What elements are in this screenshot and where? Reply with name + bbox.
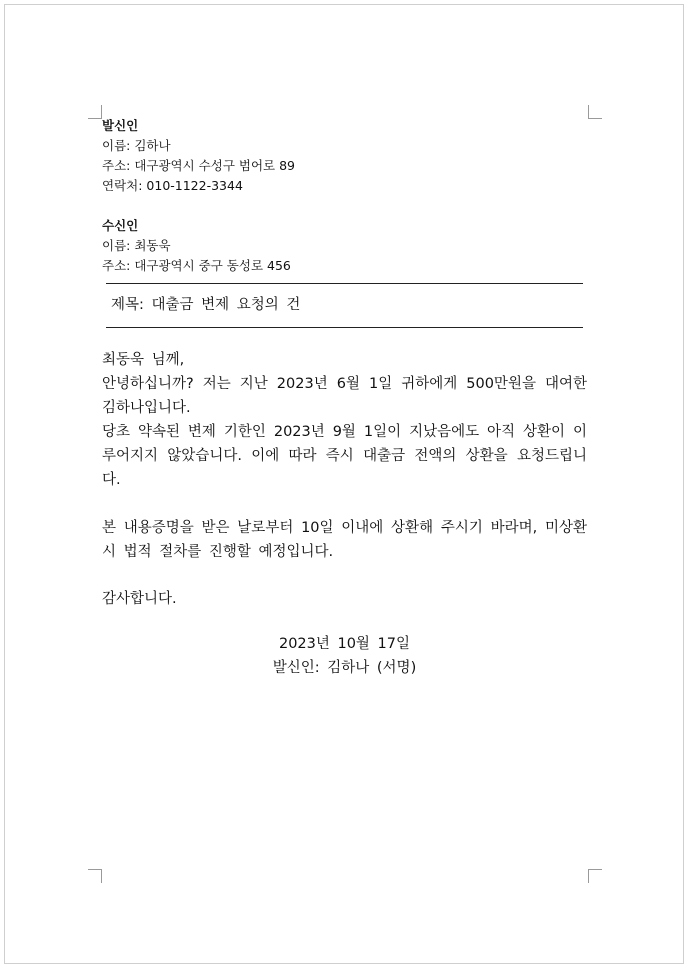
margin-corner-bottom-left bbox=[88, 869, 102, 883]
greeting-paragraph: 최동욱 님께, bbox=[102, 352, 185, 368]
recipient-name: 이름: 최동욱 bbox=[102, 238, 171, 253]
sender-block bbox=[102, 116, 295, 196]
letter-body-warning bbox=[102, 516, 587, 564]
subject-line: 제목: 대출금 변제 요청의 건 bbox=[111, 297, 301, 313]
margin-corner-top-left bbox=[88, 105, 102, 119]
letter-closing bbox=[102, 587, 587, 611]
sender-address: 주소: 대구광역시 수성구 범어로 89 bbox=[102, 158, 295, 173]
recipient-heading: 수신인 bbox=[102, 218, 139, 233]
signature-line: 발신인: 김하나 (서명) bbox=[272, 660, 417, 676]
margin-corner-bottom-right bbox=[588, 869, 602, 883]
margin-corner-top-right bbox=[588, 105, 602, 119]
recipient-block bbox=[102, 216, 291, 276]
sender-heading: 발신인 bbox=[102, 118, 139, 133]
sender-name: 이름: 김하나 bbox=[102, 138, 171, 153]
warning-paragraph: 본 내용증명을 받은 날로부터 10일 이내에 상환해 주시기 바라며, 미상환 시 법적 절차를 진행할 예정입니다. bbox=[102, 520, 587, 560]
letter-body-main bbox=[102, 348, 587, 492]
letter-date: 2023년 10월 17일 bbox=[278, 636, 411, 652]
request-paragraph: 당초 약속된 변제 기한인 2023년 9월 1일이 지났음에도 아직 상환이 이루어지지 않았습니다. 이에 따라 즉시 대출금 전액의 상환을 요청드립니다. bbox=[102, 424, 587, 488]
sender-contact: 연락처: 010-1122-3344 bbox=[102, 178, 243, 193]
closing-paragraph: 감사합니다. bbox=[102, 591, 177, 607]
recipient-address: 주소: 대구광역시 중구 동성로 456 bbox=[102, 258, 291, 273]
intro-paragraph: 안녕하십니까? 저는 지난 2023년 6월 1일 귀하에게 500만원을 대여한 김하나입니다. bbox=[102, 376, 587, 416]
subject-rule-top bbox=[106, 283, 583, 284]
subject-rule-bottom bbox=[106, 327, 583, 328]
